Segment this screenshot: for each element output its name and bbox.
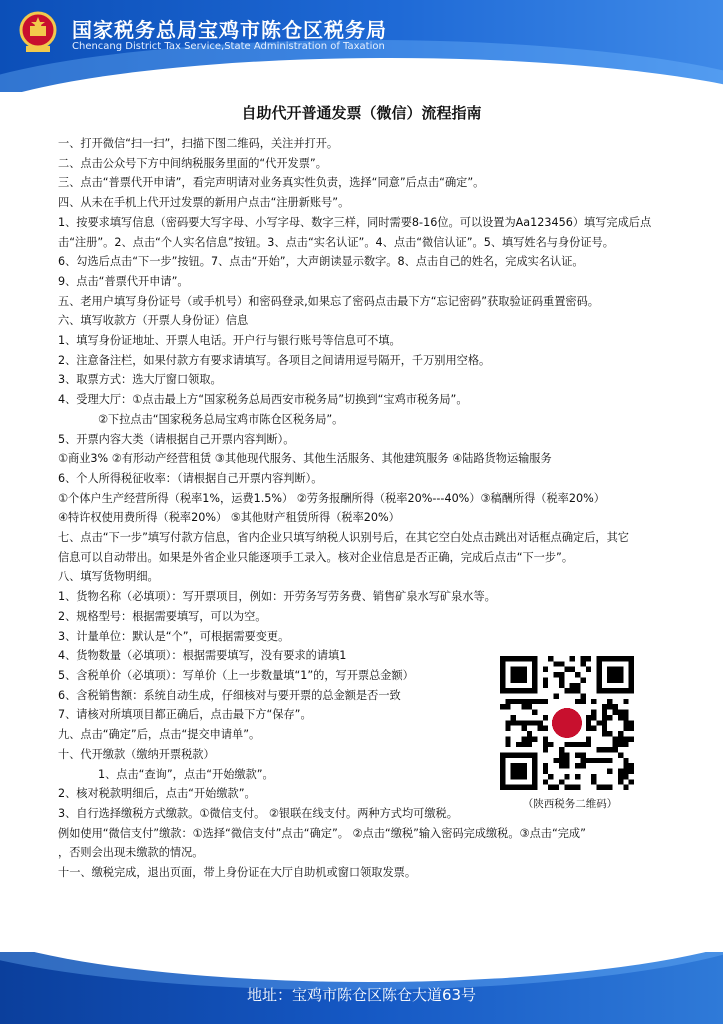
guide-line: 2、规格型号：根据需要填写，可以为空。	[58, 609, 267, 623]
guide-line: 三、点击“普票代开申请”，看完声明请对业务真实性负责，选择“同意”后点击“确定”。	[58, 176, 485, 190]
guide-line: 四、从未在手机上代开过发票的新用户点击“注册新账号”。	[58, 196, 350, 210]
guide-line: 五、老用户填写身份证号（或手机号）和密码登录,如果忘了密码点击最下方“忘记密码”获取验证码重置密码。	[58, 294, 599, 308]
guide-line: 一、打开微信“扫一扫”，扫描下图二维码，关注并打开。	[58, 137, 339, 150]
guide-line: 信息可以自动带出。如果是外省企业只能逐项手工录入。核对企业信息是否正确，完成后点击“下一步”。	[58, 550, 574, 564]
guide-line: ④特许权使用费所得（税率20%） ⑤其他财产租赁所得（税率20%）	[58, 511, 400, 525]
guide-line: 4、受理大厅：①点击最上方“国家税务总局西安市税务局”切换到“宝鸡市税务局”。	[58, 393, 468, 407]
guide-line: 例如使用“微信支付”缴款：①选择“微信支付”点击“确定”。 ②点击“缴税”输入密码完成缴税。③点击“完成”	[58, 826, 586, 840]
guide-line: 5、含税单价（必填项）：写单价（上一步数量填“1”的，写开票总金额）	[58, 668, 414, 682]
guide-line: 6、勾选后点击“下一步”按钮。7、点击“开始”，大声朗读显示数字。8、点击自己的姓名，完成实名认证。	[58, 255, 584, 269]
guide-line: 2、核对税款明细后，点击“开始缴款”。	[58, 787, 256, 801]
guide-line: 十、代开缴款（缴纳开票税款）	[58, 747, 215, 761]
qr-caption: （陕西税务二维码）	[522, 798, 618, 810]
guide-line: 击“注册”。2、点击“个人实名信息”按钮。3、点击“实名认证”。4、点击“微信认证”。5、填写姓名与身份证号。	[58, 235, 614, 249]
guide-line: 九、点击“确定”后，点击“提交申请单”。	[58, 728, 261, 742]
org-name-en: Chencang District Tax Service,State Administration of Taxation	[72, 41, 385, 52]
guide-line: 7、请核对所填项目都正确后，点击最下方“保存”。	[58, 708, 312, 722]
guide-line: 十一、缴税完成，退出页面，带上身份证在大厅自助机或窗口领取发票。	[58, 866, 417, 880]
guide-line: 2、注意备注栏，如果付款方有要求请填写。各项目之间请用逗号隔开，千万别用空格。	[58, 353, 491, 367]
guide-line: ②下拉点击“国家税务总局宝鸡市陈仓区税务局”。	[98, 412, 344, 426]
qr-code-icon	[500, 656, 634, 790]
guide-line: 3、取票方式：选大厅窗口领取。	[58, 373, 222, 387]
guide-line: 二、点击公众号下方中间纳税服务里面的“代开发票”。	[58, 156, 327, 170]
org-name-cn: 国家税务总局宝鸡市陈仓区税务局	[72, 18, 387, 42]
guide-line: 4、货物数量（必填项）：根据需要填写，没有要求的请填1	[58, 649, 347, 663]
guide-line: 3、计量单位：默认是“个”，可根据需要变更。	[58, 629, 290, 643]
guide-line: 1、货物名称（必填项）：写开票项目，例如：开劳务写劳务费、销售矿泉水写矿泉水等。	[58, 590, 496, 604]
page-title: 自助代开普通发票（微信）流程指南	[241, 104, 482, 122]
guide-line: 六、填写收款方（开票人身份证）信息	[58, 314, 249, 328]
footer-banner	[0, 952, 723, 1024]
address-text: 地址：宝鸡市陈仓区陈仓大道63号	[246, 986, 477, 1004]
guide-line: ，否则会出现未缴款的情况。	[58, 846, 204, 860]
guide-line: 1、点击“查询”，点击“开始缴款”。	[98, 767, 274, 781]
guide-line: ①个体户生产经营所得（税率1%，运费1.5%） ②劳务报酬所得（税率20%---40%）③稿酬所得（税率20%）	[58, 491, 605, 505]
header-banner	[0, 0, 723, 92]
tax-emblem-icon	[18, 10, 58, 54]
guide-line: 3、自行选择缴税方式缴款。①微信支付。 ②银联在线支付。两种方式均可缴税。	[58, 806, 458, 820]
guide-line: 5、开票内容大类（请根据自己开票内容判断）。	[58, 432, 295, 446]
guide-line: 9、点击“普票代开申请”。	[58, 274, 189, 288]
guide-line: 1、按要求填写信息（密码要大写字母、小写字母、数字三样，同时需要8-16位。可以设置为Aa123456）填写完成后点	[58, 215, 652, 229]
guide-line: 6、个人所得税征收率：（请根据自己开票内容判断）。	[58, 471, 323, 485]
guide-line: 七、点击“下一步”填写付款方信息，省内企业只填写纳税人识别号后，在其它空白处点击跳出对话框点确定后，其它	[58, 531, 629, 545]
guide-line: 6、含税销售额：系统自动生成，仔细核对与要开票的总金额是否一致	[58, 688, 401, 702]
guide-line: ①商业3% ②有形动产经营租赁 ③其他现代服务、其他生活服务、其他建筑服务 ④陆路货物运输服务	[58, 452, 552, 466]
guide-line: 八、填写货物明细。	[58, 570, 159, 584]
guide-line: 1、填写身份证地址、开票人电话。开户行与银行账号等信息可不填。	[58, 334, 401, 348]
